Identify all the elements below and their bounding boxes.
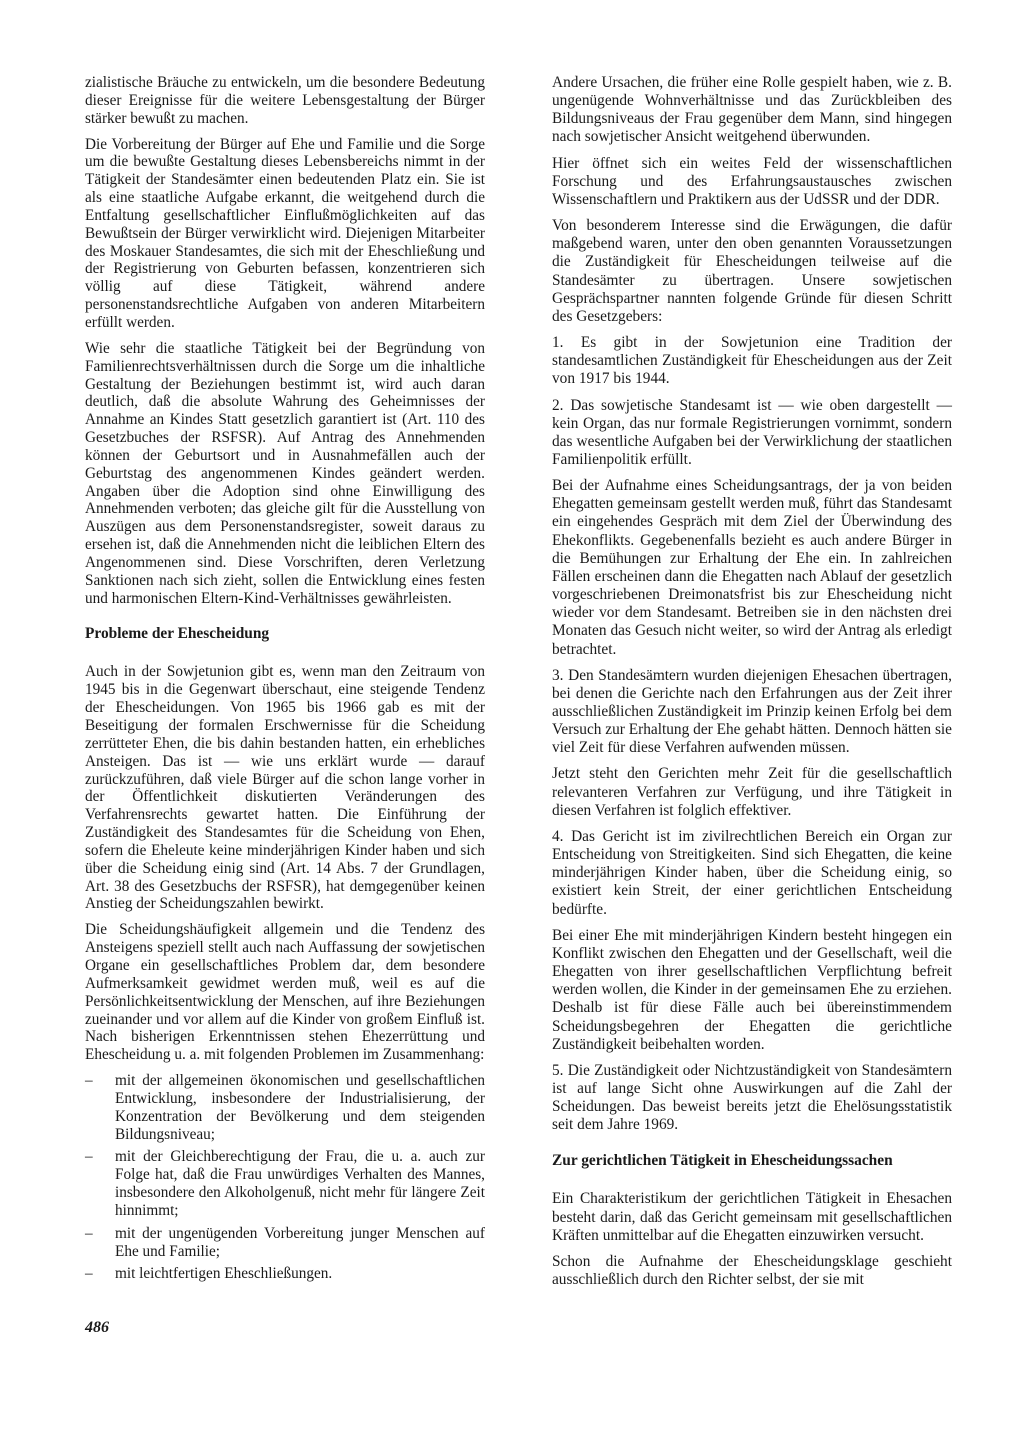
list-item: – mit leichtfertigen Eheschließungen. [85,1265,485,1283]
numbered-paragraph: 5. Die Zuständigkeit oder Nichtzuständigkeit von Standesämtern ist auf lange Sicht ohne Auswirkungen auf die Zahl der Scheidungen. Das beweist bereits jetzt die Ehelösungsstatistik seit dem Jahre 1969. [552,1061,952,1134]
numbered-paragraph: 2. Das sowjetische Standesamt ist — wie oben dargestellt — kein Organ, das nur formale Registrierungen vornimmt, sondern das wesentliche Aufgaben bei der Verwirklichung der staatlichen Familienpolitik erfüllt. [552,396,952,468]
paragraph: Ein Charakteristikum der gerichtlichen Tätigkeit in Ehesachen besteht darin, daß das Gericht gemeinsam mit gesellschaftlichen Kräften unmittelbar auf die Ehegatten einzuwirken versucht. [552,1190,952,1244]
section-heading-divorce-problems: Probleme der Ehescheidung [85,625,270,643]
paragraph: Wie sehr die staatliche Tätigkeit bei der Begründung von Familienrechtsverhältnissen durch die Sorge um die inhaltliche Gestaltung der Beziehungen bestimmt ist, wird auch daran deutlich, daß die absolute Wahrung des Geheimnisses der Annahme an Kindes Statt gesetzlich garantiert ist (Art. 110 des Gesetzbuches der RSFSR). Auf Antrag des Annehmenden können der Geburtsort und in Ausnahmefällen auch der Geburtstag des angenommenen Kindes geändert werden. Angaben über die Adoption sind ohne Einwilligung des Annehmenden verboten; das gleiche gilt für die Ausstellung von Auszügen aus dem Personenstandsregister, soweit daraus zu ersehen ist, daß die Annehmenden nicht die leiblichen Eltern des Angenommenen sind. Diese Vorschriften, deren Verletzung Sanktionen nach sich zieht, sollen die Entwicklung eines festen und harmonischen Eltern-Kind-Verhältnisses gewährleisten. [85,339,485,607]
list-item: – mit der Gleichberechtigung der Frau, die u. a. auch zur Folge hat, daß die Frau unwürdiges Verhalten des Mannes, insbesondere den Alkoholgenuß, nicht mehr für längere Zeit hinnimmt; [85,1148,485,1219]
list-item: – mit der allgemeinen ökonomischen und gesellschaftlichen Entwicklung, insbesondere der Industrialisierung, der Konzentration der Bevölkerung und dem steigenden Bildungsniveau; [85,1072,485,1143]
paragraph: Die Vorbereitung der Bürger auf Ehe und Familie und die Sorge um die bewußte Gestaltung dieses Lebensbereichs nimmt in der Tätigkeit der Standesämter einen bedeutenden Platz ein. Sie ist als eine staatliche Aufgabe erkannt, die weitgehend durch die Entfaltung gesellschaftlicher Einflußmöglichkeiten auf das Bewußtsein der Bürger verwirklicht wird. Diejenigen Mitarbeiter des Moskauer Standesamtes, die sich mit der Eheschließung und der Registrierung von Geburten befassen, konzentrieren sich völlig auf diese Tätigkeit, während andere personenstandsrechtliche Aufgaben von anderen Mitarbeitern erfüllt werden. [85,135,485,331]
paragraph: zialistische Bräuche zu entwickeln, um die besondere Bedeutung dieser Ereignisse für die weitere Lebensgestaltung der Bürger stärker bewußt zu machen. [85,74,485,127]
paragraph: Auch in der Sowjetunion gibt es, wenn man den Zeitraum von 1945 bis in die Gegenwart überschaut, eine steigende Tendenz der Ehescheidungen. Von 1965 bis 1966 gab es mit der Beseitigung der formalen Erschwernisse für die Scheidung zerrütteter Ehen, die bis dahin bestanden hatten, ein erhebliches Ansteigen. Das ist — wie uns erklärt wurde — darauf zurückzuführen, daß viele Bürger auf die schon lange vorher in der Öffentlichkeit diskutierten Veränderungen des Verfahrensrechts gewartet hatten. Die Einführung der Zuständigkeit des Standesamtes für die Scheidung von Ehen, sofern die Eheleute keine minderjährigen Kinder haben und sich über die Scheidung einig sind (Art. 14 Abs. 7 der Grundlagen, Art. 38 des Gesetzbuchs der RSFSR), hat demgegenüber keinen Anstieg der Scheidungszahlen bewirkt. [85,663,485,913]
paragraph: Hier öffnet sich ein weites Feld der wissenschaftlichen Forschung und des Erfahrungsaustausches zwischen Wissenschaftlern und Praktikern aus der UdSSR und der DDR. [552,154,952,208]
list-item: – mit der ungenügenden Vorbereitung junger Menschen auf Ehe und Familie; [85,1225,485,1261]
paragraph: Bei der Aufnahme eines Scheidungsantrags, der ja von beiden Ehegatten gemeinsam gestellt werden muß, führt das Standesamt ein eingehendes Gespräch mit dem Ziel der Überwindung des Ehekonflikts. Gegebenenfalls bezieht es auch andere Bürger in die Bemühungen zur Erhaltung der Ehe ein. In zahlreichen Fällen erscheinen dann die Ehegatten nach Ablauf der gesetzlich vorgeschriebenen Dreimonatsfrist bis zur Ehescheidung nicht wieder vor dem Standesamt. Betreiben sie in den nächsten drei Monaten das Gesuch nicht weiter, so wird der Antrag als erledigt betrachtet. [552,477,952,658]
numbered-paragraph: 4. Das Gericht ist im zivilrechtlichen Bereich ein Organ zur Entscheidung von Streitigkeiten. Sind sich Ehegatten, die keine minderjährigen Kinder haben, über die Scheidung einig, so existiert kein Streit, der einer gerichtlichen Entscheidung bedürfte. [552,827,952,918]
paragraph: Schon die Aufnahme der Ehescheidungsklage geschieht ausschließlich durch den Richter selbst, der sie mit [552,1252,952,1289]
dash-list [85,1072,485,1283]
paragraph: Von besonderem Interesse sind die Erwägungen, die dafür maßgebend waren, unter den oben genannten Voraussetzungen die Zuständigkeit für Ehescheidungen teilweise auf die Standesämter zu übertragen. Unsere sowjetischen Gesprächspartner nannten folgende Gründe für diesen Schritt des Gesetzgebers: [552,217,952,325]
section-heading-court-activity: Zur gerichtlichen Tätigkeit in Ehescheidungssachen [552,1152,893,1170]
page-number: 486 [85,1319,109,1336]
left-column [85,74,485,1288]
numbered-paragraph: 1. Es gibt in der Sowjetunion eine Tradition der standesamtlichen Zuständigkeit für Ehescheidungen aus der Zeit von 1917 bis 1944. [552,334,952,388]
numbered-paragraph: 3. Den Standesämtern wurden diejenigen Ehesachen übertragen, bei denen die Gerichte nach den Erfahrungen aus der Zeit ihrer ausschließlichen Zuständigkeit im Prinzip keinen Erfolg bei dem Versuch zur Erhaltung der Ehe gehabt hätten. Dennoch hätten sie viel Zeit für diese Verfahren aufwenden müssen. [552,666,952,757]
paragraph: Die Scheidungshäufigkeit allgemein und die Tendenz des Ansteigens speziell stellt auch nach Auffassung der sowjetischen Organe ein gesellschaftliches Problem dar, dem besondere Aufmerksamkeit gewidmet werden muß, weil es auf die Persönlichkeitsentwicklung der Menschen, auf ihre Beziehungen zueinander und vor allem auf die Kinder von großem Einfluß ist. Nach bisherigen Erkenntnissen stehen Ehezerrüttung und Ehescheidung u. a. mit folgenden Problemen im Zusammenhang: [85,921,485,1064]
paragraph: Andere Ursachen, die früher eine Rolle gespielt haben, wie z. B. ungenügende Wohnverhältnisse und das Zurückbleiben des Bildungsniveaus der Frau gegenüber dem Mann, sind hingegen nach sowjetischer Ansicht weitgehend überwunden. [552,74,952,146]
paragraph: Bei einer Ehe mit minderjährigen Kindern besteht hingegen ein Konflikt zwischen den Ehegatten und der Gesellschaft, weil die Ehegatten von ihrer gesellschaftlichen Verpflichtung befreit werden wollen, die Kinder in der gemeinsamen Ehe zu erziehen. Deshalb ist für diese Fälle auch bei übereinstimmendem Scheidungsbegehren der Ehegatten die gerichtliche Zuständigkeit beibehalten worden. [552,926,952,1053]
paragraph: Jetzt steht den Gerichten mehr Zeit für die gesellschaftlich relevanteren Verfahren zur Verfügung, und ihre Tätigkeit in diesen Verfahren ist folglich effektiver. [552,765,952,819]
right-column [552,74,952,1297]
